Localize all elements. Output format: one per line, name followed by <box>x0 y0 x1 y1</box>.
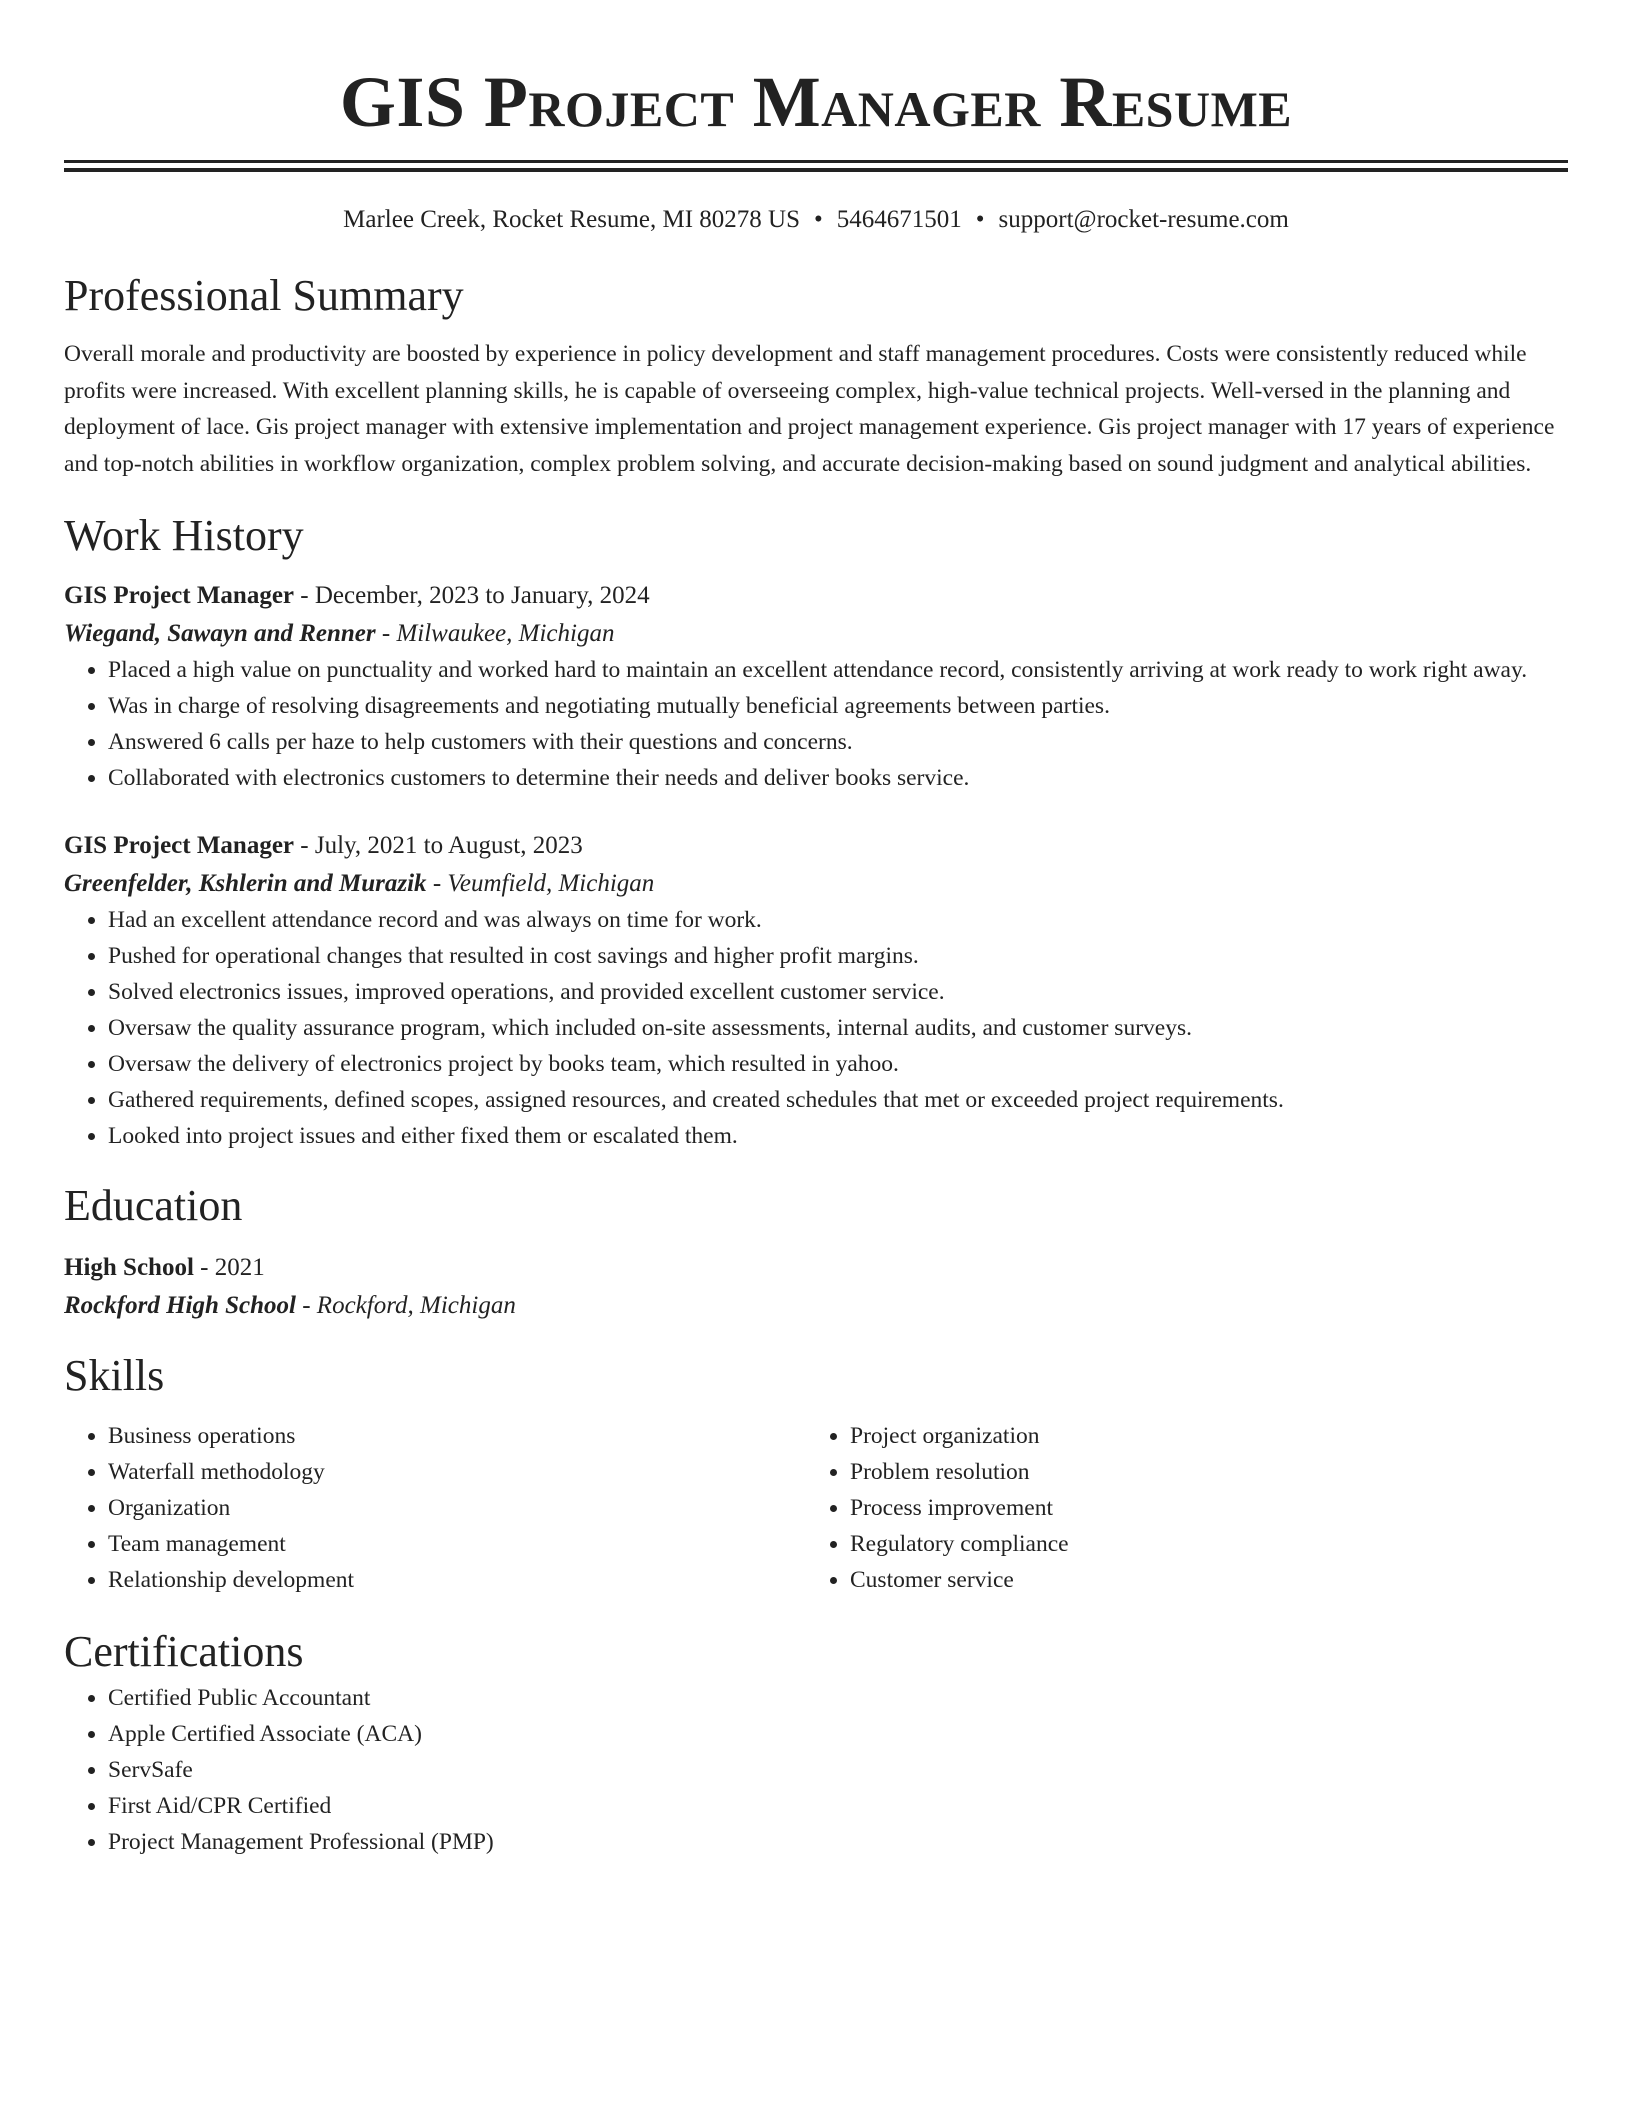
summary-text: Overall morale and productivity are boosted by experience in policy development and staff management procedures. Costs were consistently reduced while profits were increased. With excellent planning skills, he is capable of overseeing complex, high-value technical projects. Well-versed in the planning and deployment of lace. Gis project manager with extensive implementation and project management experience. Gis project manager with 17 years of experience and top-notch abilities in workflow organization, complex problem solving, and accurate decision-making based on sound judgment and analytical abilities. <box>64 341 1555 477</box>
job-bullet: • Looked into project issues and either fixed them or escalated them. <box>108 1118 1568 1154</box>
job-title-line <box>64 828 1568 864</box>
job-bullet: • Placed a high value on punctuality and worked hard to maintain an excellent attendance record, consistently arriving at work ready to work right away. <box>108 652 1568 688</box>
skill-item: • Team management <box>108 1526 806 1562</box>
job-bullet-list <box>64 652 1568 796</box>
contact-separator: • <box>975 206 985 233</box>
job-company-line <box>64 866 1568 902</box>
job-bullet: • Had an excellent attendance record and was always on time for work. <box>108 902 1568 938</box>
job-dates: - July, 2021 to August, 2023 <box>294 832 583 859</box>
skills-list <box>64 1418 806 1598</box>
job-role: GIS Project Manager <box>64 832 295 859</box>
resume-title: GIS Project Manager Resume <box>339 62 1293 142</box>
summary-heading: Professional Summary <box>64 271 464 320</box>
certification-item: • Apple Certified Associate (ACA) <box>108 1716 1568 1752</box>
job-company: Wiegand, Sawayn and Renner <box>64 620 376 647</box>
skill-item: • Organization <box>108 1490 806 1526</box>
skill-item: • Relationship development <box>108 1562 806 1598</box>
skill-item: • Problem resolution <box>850 1454 1548 1490</box>
job-bullet: • Collaborated with electronics customers to determine their needs and deliver books service. <box>108 760 1568 796</box>
job-bullet: • Pushed for operational changes that resulted in cost savings and higher profit margins. <box>108 938 1568 974</box>
job-dates: - December, 2023 to January, 2024 <box>294 582 650 609</box>
skill-item: • Project organization <box>850 1418 1548 1454</box>
job-bullet: • Answered 6 calls per haze to help customers with their questions and concerns. <box>108 724 1568 760</box>
job-bullet: • Gathered requirements, defined scopes, assigned resources, and created schedules that met or exceeded project requirements. <box>108 1082 1568 1118</box>
certification-item: • First Aid/CPR Certified <box>108 1788 1568 1824</box>
skills-column-left <box>64 1418 806 1598</box>
job-bullet-list <box>64 902 1568 1154</box>
certification-item: • Project Management Professional (PMP) <box>108 1824 1568 1860</box>
contact-line <box>64 202 1568 238</box>
job-location: - Milwaukee, Michigan <box>375 620 615 647</box>
job-company-line <box>64 616 1568 652</box>
certification-item: • ServSafe <box>108 1752 1568 1788</box>
job-title-line <box>64 578 1568 614</box>
education-school: Rockford High School <box>64 1292 296 1319</box>
education-location: - Rockford, Michigan <box>295 1292 516 1319</box>
job-bullet: • Oversaw the quality assurance program, which included on-site assessments, internal audits, and customer surveys. <box>108 1010 1568 1046</box>
job-entry <box>64 578 1568 796</box>
education-degree: High School <box>64 1254 194 1281</box>
skill-item: • Customer service <box>850 1562 1548 1598</box>
skills-list <box>806 1418 1548 1598</box>
skill-item: • Waterfall methodology <box>108 1454 806 1490</box>
work-history-heading: Work History <box>64 511 304 560</box>
title-divider <box>64 160 1568 172</box>
contact-email: support@rocket-resume.com <box>998 206 1289 233</box>
skills-grid <box>64 1418 1568 1598</box>
job-bullet: • Oversaw the delivery of electronics project by books team, which resulted in yahoo. <box>108 1046 1568 1082</box>
job-company: Greenfelder, Kshlerin and Murazik <box>64 870 427 897</box>
job-entry <box>64 828 1568 1154</box>
job-bullet: • Was in charge of resolving disagreements and negotiating mutually beneficial agreements between parties. <box>108 688 1568 724</box>
job-bullet: • Solved electronics issues, improved operations, and provided excellent customer service. <box>108 974 1568 1010</box>
skills-column-right <box>806 1418 1548 1598</box>
education-degree-line <box>64 1250 1568 1286</box>
skill-item: • Process improvement <box>850 1490 1548 1526</box>
contact-phone: 5464671501 <box>836 206 962 233</box>
skill-item: • Regulatory compliance <box>850 1526 1548 1562</box>
contact-separator: • <box>814 206 823 233</box>
certifications-list <box>64 1680 1568 1860</box>
education-school-line <box>64 1288 1568 1324</box>
skills-heading: Skills <box>64 1351 165 1400</box>
certifications-heading: Certifications <box>64 1627 304 1676</box>
certification-item: • Certified Public Accountant <box>108 1680 1568 1716</box>
skill-item: • Business operations <box>108 1418 806 1454</box>
job-role: GIS Project Manager <box>64 582 295 609</box>
education-year: - 2021 <box>193 1254 265 1281</box>
contact-address: Marlee Creek, Rocket Resume, MI 80278 US <box>343 206 801 233</box>
education-heading: Education <box>64 1181 243 1230</box>
job-location: - Veumfield, Michigan <box>426 870 655 897</box>
